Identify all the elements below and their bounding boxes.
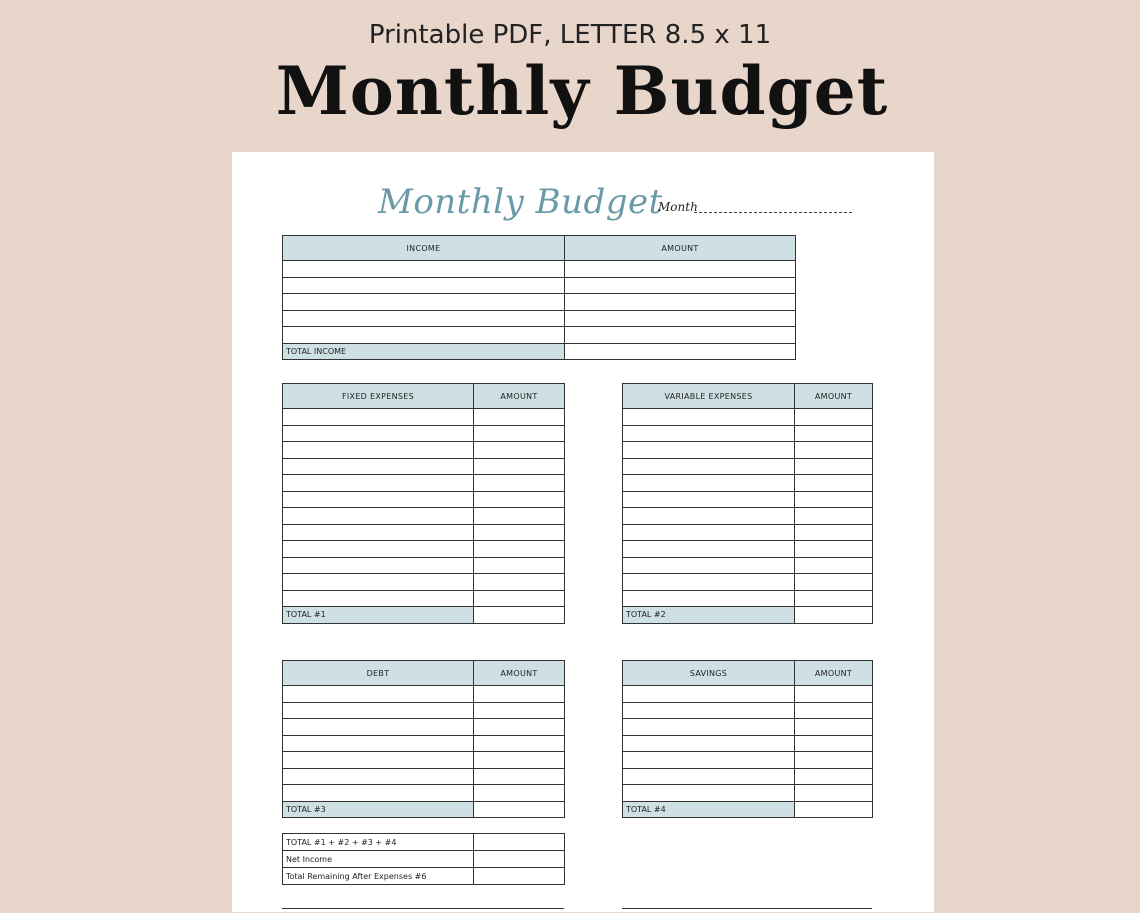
- net-income-label: Net Income: [283, 851, 474, 868]
- amount-header: AMOUNT: [795, 661, 873, 686]
- amount-header: AMOUNT: [474, 661, 565, 686]
- table-row[interactable]: [623, 475, 873, 492]
- table-row[interactable]: [283, 261, 796, 278]
- table-row[interactable]: [623, 590, 873, 607]
- table-row[interactable]: [283, 735, 565, 752]
- total-3-label: TOTAL #3: [283, 801, 474, 818]
- table-row[interactable]: [283, 752, 565, 769]
- total-income-label: TOTAL INCOME: [283, 343, 565, 360]
- table-row[interactable]: [283, 409, 565, 426]
- table-row[interactable]: [283, 294, 796, 311]
- amount-header: AMOUNT: [565, 236, 796, 261]
- amount-header: AMOUNT: [474, 384, 565, 409]
- savings-table: [622, 660, 873, 818]
- income-header: INCOME: [283, 236, 565, 261]
- table-row[interactable]: [283, 508, 565, 525]
- table-row[interactable]: [283, 277, 796, 294]
- table-row[interactable]: [623, 735, 873, 752]
- partial-table-left: [282, 908, 564, 913]
- table-row[interactable]: [283, 491, 565, 508]
- total-2-value[interactable]: [795, 607, 873, 624]
- table-row[interactable]: [283, 458, 565, 475]
- net-income-value[interactable]: [474, 851, 565, 868]
- table-row[interactable]: [283, 768, 565, 785]
- variable-expenses-header: VARIABLE EXPENSES: [623, 384, 795, 409]
- table-row[interactable]: [283, 686, 565, 703]
- table-row[interactable]: [623, 491, 873, 508]
- remaining-label: Total Remaining After Expenses #6: [283, 868, 474, 885]
- table-row[interactable]: [623, 458, 873, 475]
- summary-totals-value[interactable]: [474, 834, 565, 851]
- table-row[interactable]: [283, 310, 796, 327]
- table-row[interactable]: [283, 590, 565, 607]
- fixed-expenses-table: [282, 383, 565, 624]
- table-row[interactable]: [623, 541, 873, 558]
- summary-totals-label: TOTAL #1 + #2 + #3 + #4: [283, 834, 474, 851]
- table-row[interactable]: [623, 442, 873, 459]
- total-income-value[interactable]: [565, 343, 796, 360]
- summary-table: [282, 833, 565, 885]
- total-4-label: TOTAL #4: [623, 801, 795, 818]
- main-title: Monthly Budget: [275, 52, 889, 130]
- table-row[interactable]: [623, 508, 873, 525]
- table-row[interactable]: [283, 442, 565, 459]
- table-row[interactable]: [623, 686, 873, 703]
- remaining-value[interactable]: [474, 868, 565, 885]
- table-row[interactable]: [283, 785, 565, 802]
- debt-table: [282, 660, 565, 818]
- table-row[interactable]: [283, 702, 565, 719]
- table-row[interactable]: [283, 475, 565, 492]
- table-row[interactable]: [283, 557, 565, 574]
- savings-header: SAVINGS: [623, 661, 795, 686]
- table-row[interactable]: [623, 557, 873, 574]
- total-2-label: TOTAL #2: [623, 607, 795, 624]
- table-row[interactable]: [623, 574, 873, 591]
- table-row[interactable]: [623, 768, 873, 785]
- table-row[interactable]: [623, 785, 873, 802]
- subtitle: Printable PDF, LETTER 8.5 x 11: [368, 20, 772, 50]
- sheet-title: Monthly Budget: [378, 182, 663, 222]
- table-row[interactable]: [283, 719, 565, 736]
- table-row[interactable]: [283, 425, 565, 442]
- total-1-value[interactable]: [474, 607, 565, 624]
- debt-header: DEBT: [283, 661, 474, 686]
- table-row[interactable]: [623, 524, 873, 541]
- table-row[interactable]: [283, 327, 796, 344]
- month-label: Month: [658, 200, 698, 214]
- table-row[interactable]: [283, 574, 565, 591]
- total-1-label: TOTAL #1: [283, 607, 474, 624]
- table-row[interactable]: [623, 752, 873, 769]
- table-row[interactable]: [623, 409, 873, 426]
- fixed-expenses-header: FIXED EXPENSES: [283, 384, 474, 409]
- total-3-value[interactable]: [474, 801, 565, 818]
- table-row[interactable]: [623, 702, 873, 719]
- table-row[interactable]: [283, 524, 565, 541]
- month-field[interactable]: [694, 212, 852, 213]
- income-table: [282, 235, 796, 360]
- table-row[interactable]: [623, 425, 873, 442]
- table-row[interactable]: [283, 541, 565, 558]
- amount-header: AMOUNT: [795, 384, 873, 409]
- budget-sheet: [232, 152, 934, 912]
- partial-table-right: [622, 908, 872, 913]
- total-4-value[interactable]: [795, 801, 873, 818]
- variable-expenses-table: [622, 383, 873, 624]
- table-row[interactable]: [623, 719, 873, 736]
